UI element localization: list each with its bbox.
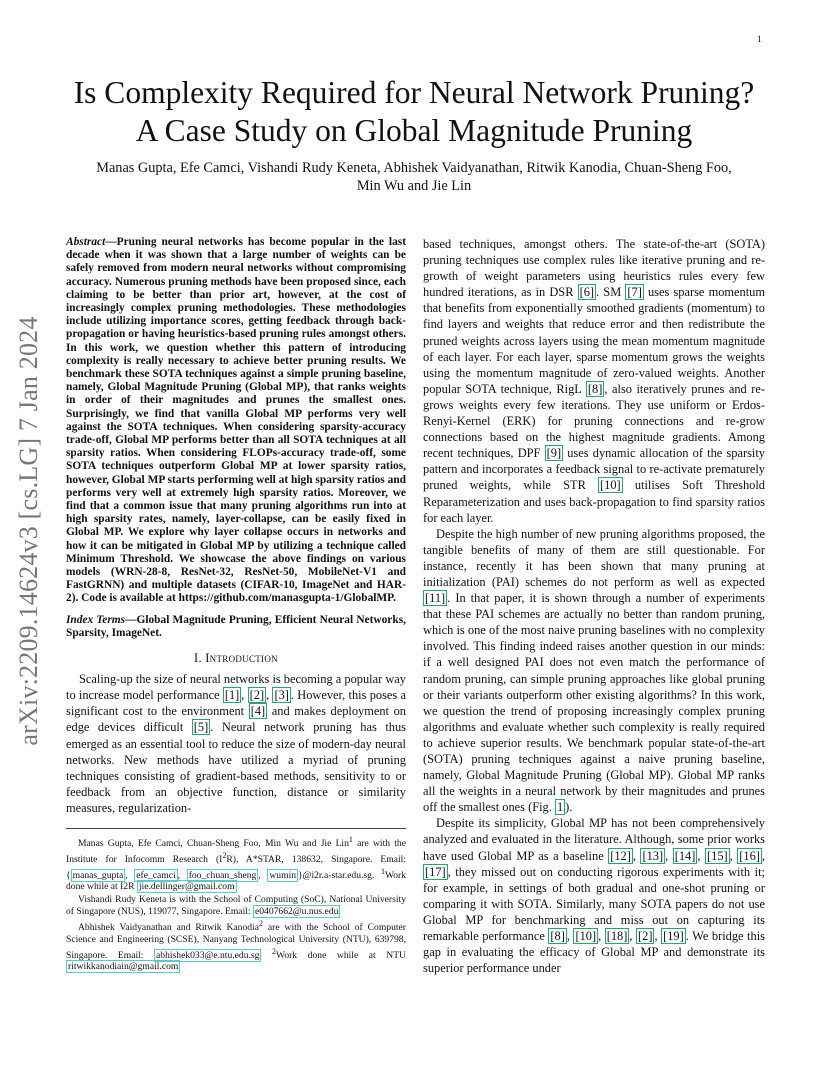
author-list xyxy=(60,159,768,195)
paper-title xyxy=(40,74,788,150)
email-link[interactable]: wumin xyxy=(269,869,297,881)
citation-link[interactable]: [5] xyxy=(193,720,209,735)
intro-paragraph-3: Despite the high number of new pruning algorithms proposed, the tangible benefits of many of them are still questionable. For instance, recently it has been shown that many pruning at initialization (PAI) schemes do not perform as well as expected [11] . In that paper, it is shown through a number of experiments that these PAI schemes are actually no better than random pruning, which is one of the most naive pruning baselines with no complexity involved. This finding indeed raises another question in our minds: if a well designed PAI does not even match the performance of random pruning, can simple pruning approaches like global pruning or their variants outperform other existing algorithms? In this work, we question the trend of proposing increasingly complex pruning algorithms and evaluate whether such complexity is really required to achieve superior results. We benchmark popular state-of-the-art (SOTA) pruning techniques against a naive pruning baseline, namely, Global Magnitude Pruning (Global MP). Global MP ranks all the weights in a neural network by their magnitudes and prunes off the smallest ones (Fig. 1 ). xyxy=(423,526,765,815)
figure-link[interactable]: 1 xyxy=(556,800,564,815)
arxiv-identifier-text: arXiv:2209.14624v3 [cs.LG] 7 Jan 2024 xyxy=(14,316,43,746)
index-terms xyxy=(66,614,406,640)
title-line-2: A Case Study on Global Magnitude Pruning xyxy=(135,113,693,148)
footnote-affiliation-3: Abhishek Vaidyanathan and Ritwik Kanodia$^2$ are with the School of Computer Science and Engineering (SCSE), Nanyang Technological University (NTU), 639798, Singapore. Email: abhishek033@e.ntu.edu.sg $^2$Work done while at NTU ritwikkanodiain@gmail.com xyxy=(66,919,406,973)
citation-link[interactable]: [13] xyxy=(642,848,664,863)
authors-line-1: Manas Gupta, Efe Camci, Vishandi Rudy Keneta, Abhishek Vaidyanathan, Ritwik Kanodia, Chuan-Sheng Foo, xyxy=(96,160,732,176)
email-link[interactable]: ritwikkanodiain@gmail.com xyxy=(68,961,179,973)
abstract-label: Abstract xyxy=(66,236,106,248)
footnote-affiliation-2: Vishandi Rudy Keneta is with the School of Computing (SoC), National University of Singapore (NUS), 119077, Singapore. Email: e0407662@u.nus.edu xyxy=(66,893,406,917)
citation-link[interactable]: [10] xyxy=(600,478,621,493)
footnote-divider xyxy=(66,828,406,829)
citation-link[interactable]: [15] xyxy=(707,848,728,863)
authors-line-2: Min Wu and Jie Lin xyxy=(356,178,472,194)
citation-link[interactable]: [17] xyxy=(425,864,446,879)
citation-link[interactable]: [19] xyxy=(663,929,684,944)
citation-link[interactable]: [8] xyxy=(587,381,603,396)
citation-link[interactable]: [2] xyxy=(249,688,265,703)
citation-link[interactable]: [18] xyxy=(606,929,628,944)
citation-link[interactable]: [14] xyxy=(674,848,696,863)
arxiv-identifier xyxy=(6,296,52,766)
citation-link[interactable]: [1] xyxy=(224,688,240,703)
citation-link[interactable]: [9] xyxy=(546,446,562,461)
citation-link[interactable]: [8] xyxy=(550,929,565,944)
citation-link[interactable]: [2] xyxy=(638,929,653,944)
citation-link[interactable]: [16] xyxy=(739,848,760,863)
abstract-text: —Pruning neural networks has become popular in the last decade when it was shown that a large number of weights can be safely removed from modern neural networks without compromising accuracy. Numerous pruning methods have been proposed since, each claiming to be better than prior art, however, at the cost of increasingly complex pruning methodologies. These methodologies include utilizing importance scores, getting feedback through back-propagation or having heuristics-based pruning rules amongst others. In this work, we question whether this pattern of introducing complexity is really necessary to achieve better pruning results. We benchmark these SOTA techniques against a simple pruning baseline, namely, Global Magnitude Pruning (Global MP), that ranks weights in order of their magnitudes and prunes the smallest ones. Surprisingly, we find that vanilla Global MP performs very well against the SOTA techniques. When considering sparsity-accuracy trade-off, Global MP performs better than all SOTA techniques at all sparsity ratios. When considering FLOPs-accuracy trade-off, some SOTA techniques outperform Global MP at lower sparsity ratios, however, Global MP starts performing well at high sparsity ratios and performs very well at extremely high sparsity ratios. Moreover, we find that a common issue that many pruning algorithms run into at high sparsity rates, namely, layer-collapse, can be easily fixed in Global MP. We explore why layer collapse occurs in networks and how it can be mitigated in Global MP by utilizing a technique called Minimum Threshold. We showcase the above findings on various models (WRN-28-8, ResNet-32, ResNet-50, MobileNet-V1 and FastGRNN) and multiple datasets (CIFAR-10, ImageNet and HAR-2). Code is available at https://github.com/manasgupta-1/GlobalMP. xyxy=(66,236,406,605)
citation-link[interactable]: [6] xyxy=(579,285,595,300)
intro-paragraph-1: Scaling-up the size of neural networks is becoming a popular way to increase model performance [1] , [2] , [3] . However, this poses a significant cost to the environment [4] and makes deployment on edge devices difficult [5] . Neural network pruning has thus emerged as an essential tool to reduce the size of modern-day neural networks. New methods have utilized a myriad of pruning techniques consisting of gradient-based methods, sensitivity to or feedback from an objective function, distance or similarity measures, regularization- xyxy=(66,672,406,815)
abstract xyxy=(66,236,406,606)
citation-link[interactable]: [10] xyxy=(575,929,597,944)
footnote-affiliation-1: Manas Gupta, Efe Camci, Chuan-Sheng Foo, Min Wu and Jie Lin$^1$ are with the Institute for Infocomm Research $(I^2R)$, A*STAR, 138632, Singapore. Email: { manas_gupta , efe_camci , foo_chuan_sheng , wumin }@i2r.a-star.edu.sg. $^1$Work done while at I2R jie.dellinger@gmail.com xyxy=(66,835,407,893)
index-terms-label: Index Terms xyxy=(66,613,126,626)
email-link[interactable]: jie.dellinger@gmail.com xyxy=(138,881,235,893)
citation-link[interactable]: [11] xyxy=(425,591,446,606)
email-link[interactable]: e0407662@u.nus.edu xyxy=(254,905,339,917)
index-terms-text: —Global Magnitude Pruning, Efficient Neural Networks, Sparsity, ImageNet. xyxy=(66,613,406,639)
citation-link[interactable]: [4] xyxy=(250,704,266,719)
citation-link[interactable]: [7] xyxy=(627,285,642,300)
right-column xyxy=(423,236,765,976)
email-link[interactable]: manas_gupta xyxy=(72,869,124,881)
intro-paragraph-4: Despite its simplicity, Global MP has not been comprehensively analyzed and evaluated in the literature. Although, some prior works have used Global MP as a baseline [12] , [13] , [14] , [15] , [16] , [17] , they missed out on conducting rigorous experiments with it; for example, in settings of both gradual and one-shot pruning or comparing it with SOTA. Similarly, many SOTA papers do not use Global MP for benchmarking and miss out on capturing its remarkable performance [8] , [10] , [18] , [2] , [19] . We bridge this gap in evaluating the efficacy of Global MP and demonstrate its superior performance under xyxy=(423,816,766,976)
left-column xyxy=(66,236,406,974)
email-link[interactable]: foo_chuan_sheng xyxy=(188,869,257,881)
title-line-1: Is Complexity Required for Neural Network Pruning? xyxy=(73,75,755,110)
citation-link[interactable]: [3] xyxy=(274,688,289,703)
citation-link[interactable]: [12] xyxy=(610,848,631,863)
page-number: 1 xyxy=(757,34,762,44)
email-link[interactable]: abhishek033@e.ntu.edu.sg xyxy=(156,949,260,961)
intro-paragraph-2: based techniques, amongst others. The state-of-the-art (SOTA) pruning techniques use complex rules like iterative pruning and re-growth of weight parameters using heuristics rules every few hundred iterations, as in DSR [6] . SM [7] uses sparse momentum that benefits from exponentially smoothed gradients (momentum) to find layers and weights that reduce error and then redistribute the pruned weights across layers using the mean momentum magnitude of each layer. For each layer, sparse momentum grows the weights using the momentum magnitude of zero-valued weights. Another popular SOTA technique, RigL [8] , also iteratively prunes and re-grows weights every few iterations. They use uniform or Erdos-Renyi-Kernel (ERK) for pruning connections and re-grow connections based on the highest magnitude gradients. Among recent techniques, DPF [9] uses dynamic allocation of the sparsity pattern and incorporates a feedback signal to re-activate prematurely pruned weights, while STR [10] utilises Soft Threshold Reparameterization and uses back-propagation to find sparsity ratios for each layer. xyxy=(423,237,766,525)
section-heading-introduction: I. Introduction xyxy=(194,651,278,666)
email-link[interactable]: efe_camci xyxy=(136,869,176,881)
